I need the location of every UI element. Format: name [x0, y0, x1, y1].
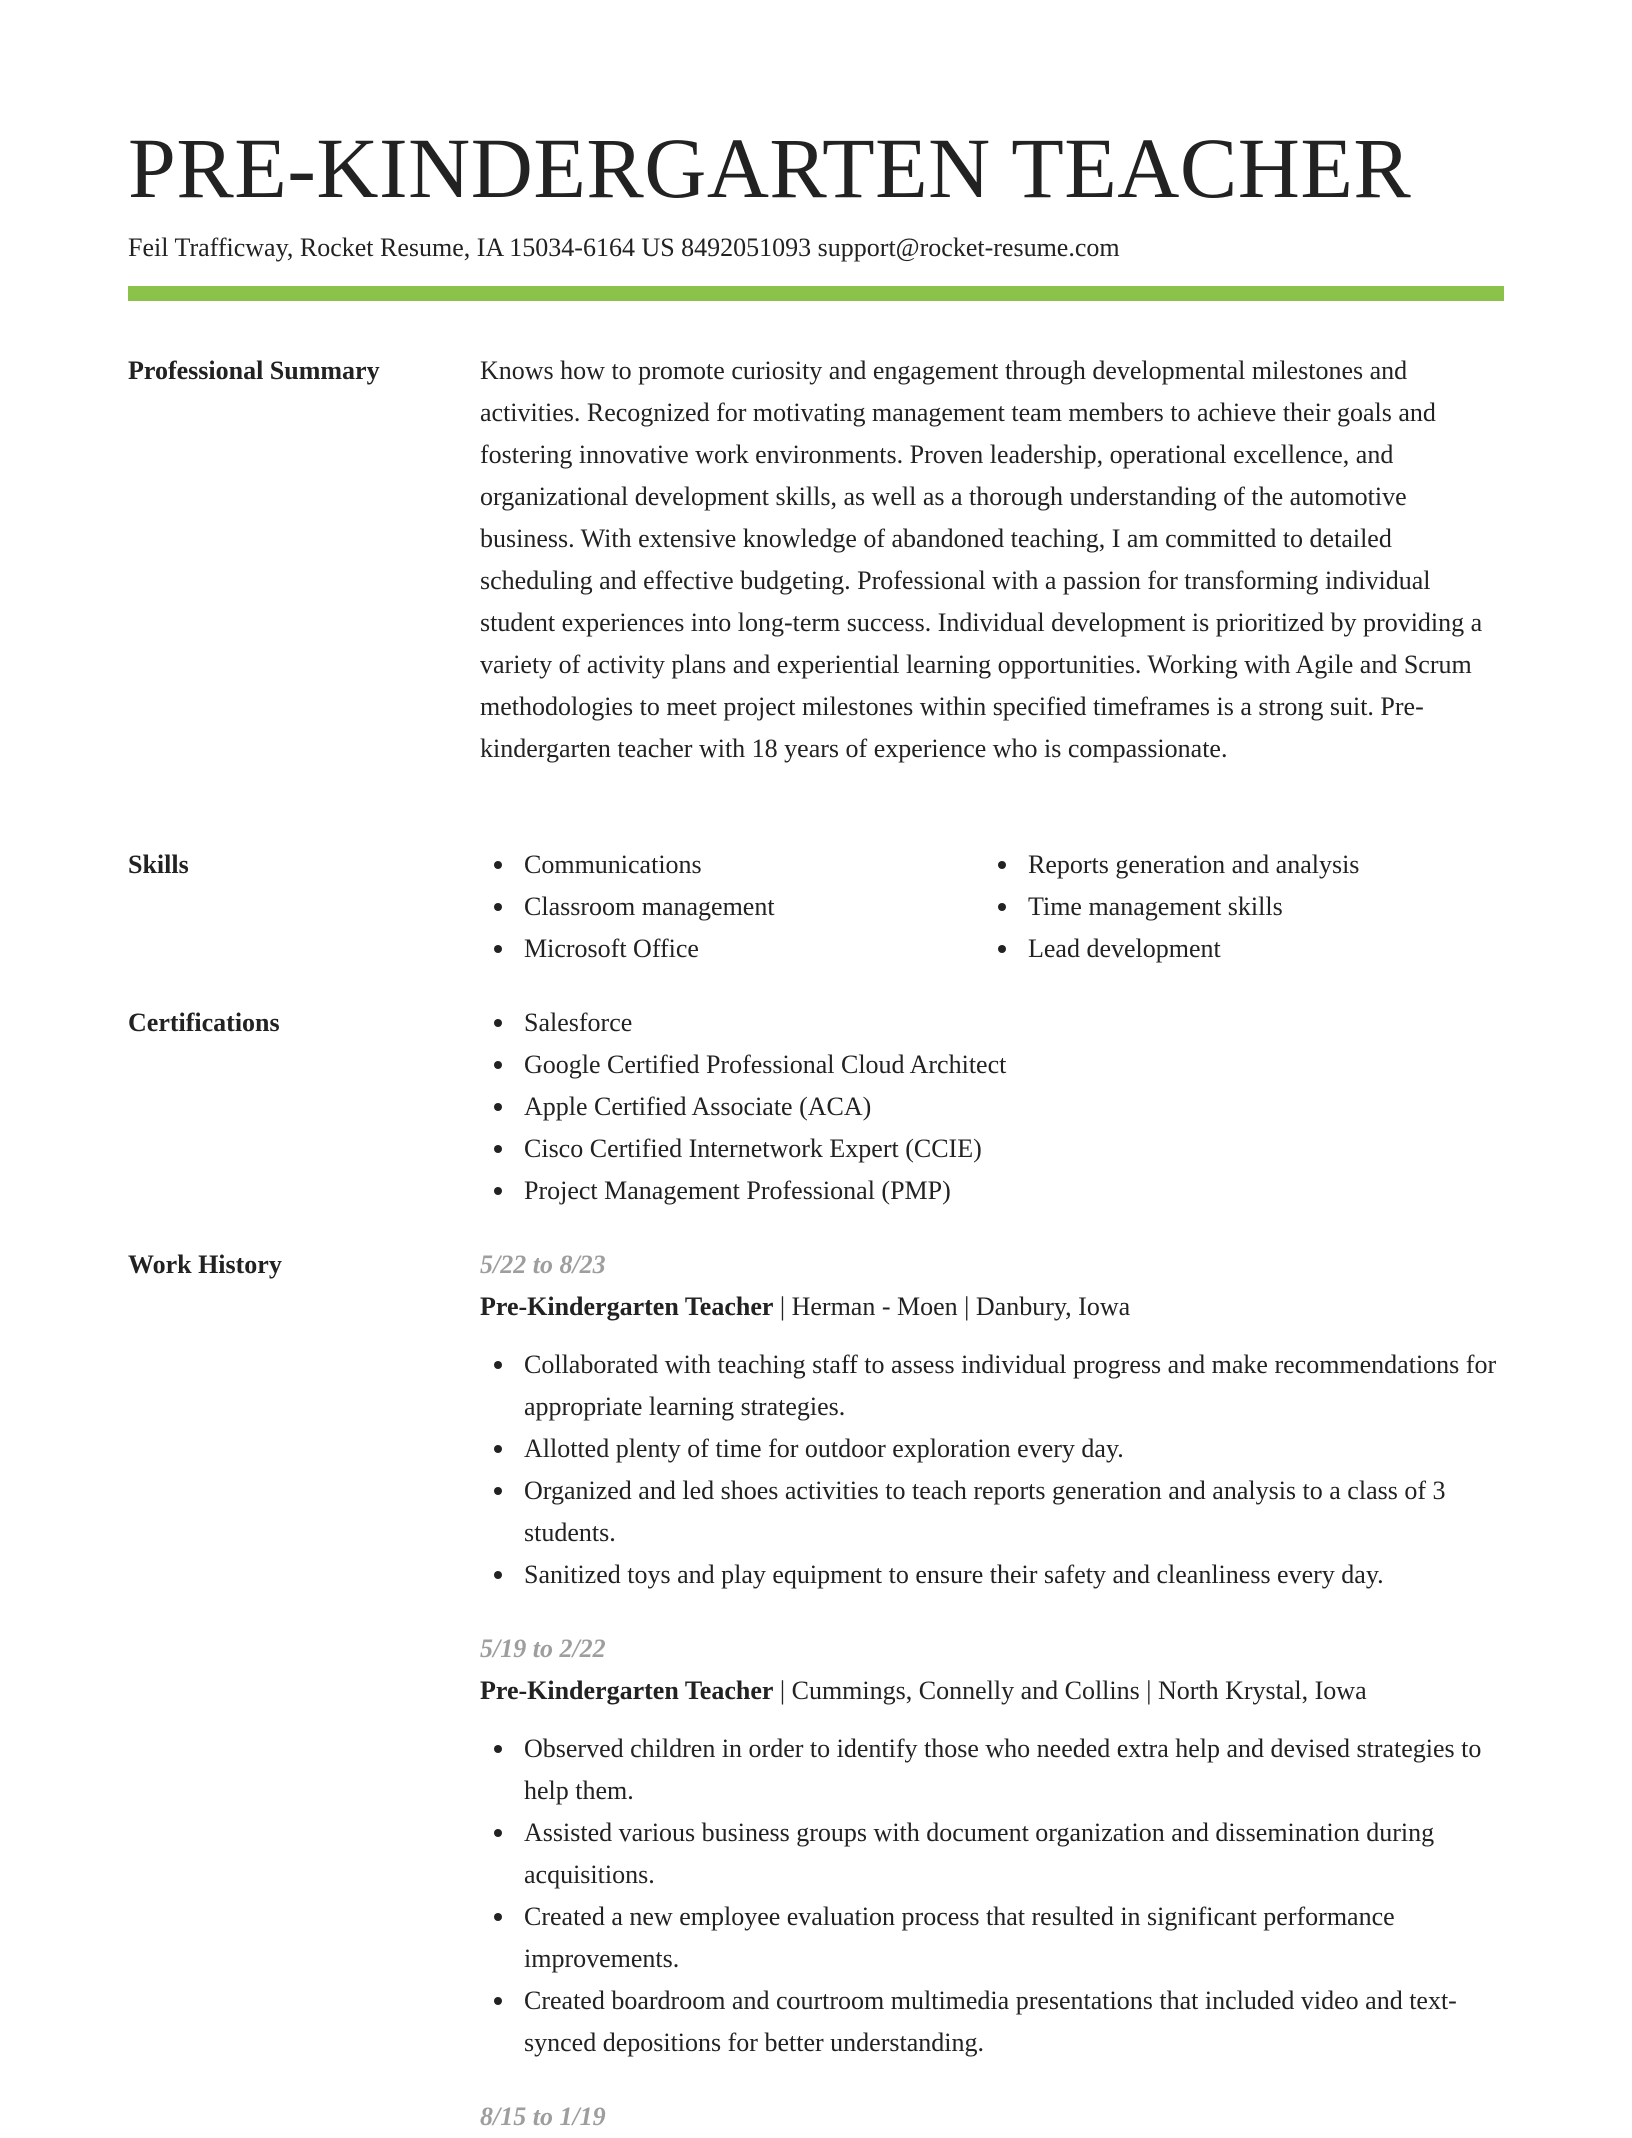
job-heading [480, 1670, 1504, 1712]
header-divider [128, 286, 1504, 301]
job-dates: 8/15 to 1/19 [480, 2102, 606, 2131]
job-heading [480, 1286, 1504, 1328]
job-bullets [480, 1728, 1504, 2064]
job-title: Pre-Kindergarten Teacher [480, 1676, 774, 1705]
certification-item: Apple Certified Associate (ACA) [524, 1086, 1504, 1128]
certifications-label: Certifications [128, 1008, 280, 1037]
job-entry [480, 2096, 1504, 2138]
job-bullet: Collaborated with teaching staff to assess individual progress and make recommendations for appropriate learning strategies. [524, 1344, 1504, 1428]
job-bullet: Observed children in order to identify those who needed extra help and devised strategies to help them. [524, 1728, 1504, 1812]
job-dates: 5/19 to 2/22 [480, 1634, 606, 1663]
job-entry [480, 1244, 1504, 1596]
job-dates: 5/22 to 8/23 [480, 1250, 606, 1279]
job-bullet: Sanitized toys and play equipment to ensure their safety and cleanliness every day. [524, 1554, 1504, 1596]
job-details: | Cummings, Connelly and Collins | North Krystal, Iowa [773, 1676, 1367, 1705]
certification-item: Cisco Certified Internetwork Expert (CCIE) [524, 1128, 1504, 1170]
job-bullet: Created a new employee evaluation process that resulted in significant performance improvements. [524, 1896, 1504, 1980]
skills-column-left [480, 844, 984, 970]
skills-column-right [984, 844, 1504, 970]
summary-text: Knows how to promote curiosity and engagement through developmental milestones and activities. Recognized for motivating management team members to achieve their goals and fostering innovative work environments. Proven leadership, operational excellence, and organizational development skills, as well as a thorough understanding of the automotive business. With extensive knowledge of abandoned teaching, I am committed to detailed scheduling and effective budgeting. Professional with a passion for transforming individual student experiences into long-term success. Individual development is prioritized by providing a variety of activity plans and experiential learning opportunities. Working with Agile and Scrum methodologies to meet project milestones within specified timeframes is a strong suit. Pre-kindergarten teacher with 18 years of experience who is compassionate. [480, 356, 1483, 763]
certification-item: Google Certified Professional Cloud Architect [524, 1044, 1504, 1086]
job-bullet: Allotted plenty of time for outdoor exploration every day. [524, 1428, 1504, 1470]
certifications-body [480, 1002, 1504, 1212]
certification-item: Salesforce [524, 1002, 1504, 1044]
job-bullet: Created boardroom and courtroom multimedia presentations that included video and text-synced depositions for better understanding. [524, 1980, 1504, 2064]
job-title: Pre-Kindergarten Teacher [480, 1292, 774, 1321]
skill-item: Classroom management [524, 886, 984, 928]
resume-name: PRE-KINDERGARTEN TEACHER [128, 120, 1412, 216]
skill-item: Communications [524, 844, 984, 886]
certifications-list [480, 1002, 1504, 1212]
job-bullet: Organized and led shoes activities to teach reports generation and analysis to a class of 3 students. [524, 1470, 1504, 1554]
summary-body [480, 350, 1504, 770]
skills-list [480, 844, 1504, 970]
job-bullet: Assisted various business groups with document organization and dissemination during acquisitions. [524, 1812, 1504, 1896]
job-details: | Herman - Moen | Danbury, Iowa [773, 1292, 1131, 1321]
job-entry [480, 1628, 1504, 2064]
skill-item: Time management skills [1028, 886, 1504, 928]
skill-item: Microsoft Office [524, 928, 984, 970]
skill-item: Reports generation and analysis [1028, 844, 1504, 886]
summary-label: Professional Summary [128, 356, 380, 385]
contact-line: Feil Trafficway, Rocket Resume, IA 15034-6164 US 8492051093 support@rocket-resume.com [128, 233, 1120, 262]
skill-item: Lead development [1028, 928, 1504, 970]
certification-item: Project Management Professional (PMP) [524, 1170, 1504, 1212]
job-bullets [480, 1344, 1504, 1596]
work-history-label: Work History [128, 1250, 282, 1279]
skills-label: Skills [128, 850, 189, 879]
